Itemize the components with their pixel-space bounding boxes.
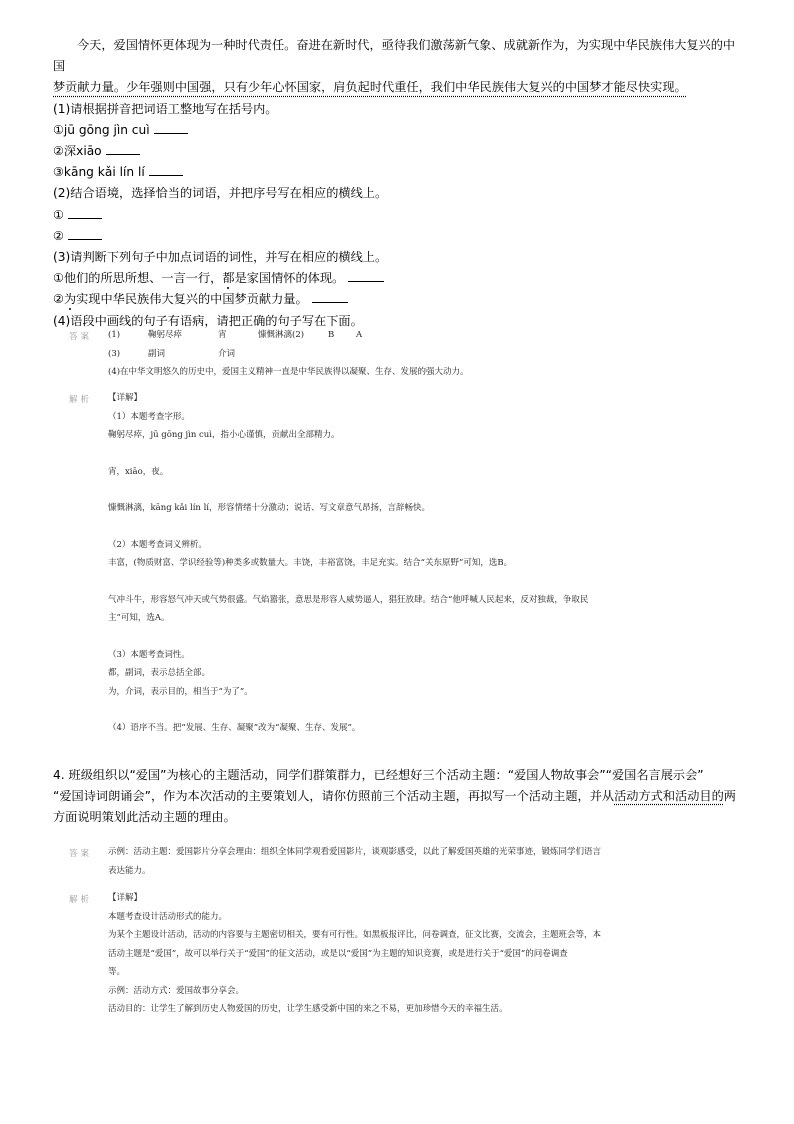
analysis-line: 都，副词，表示总括全部。	[108, 668, 211, 678]
question-4-line: 4. 班级组织以“爱国”为核心的主题活动，同学们群策群力，已经想好三个活动主题：“爱国人物故事会”“爱国名言展示会”	[53, 768, 704, 782]
sub-question-2-item: ①	[53, 205, 745, 226]
answer-blank[interactable]	[154, 121, 188, 134]
question-4-line: “爱国诗词朗诵会”，作为本次活动的主要策划人，请你仿照前三个活动主题，再拟写一个活动主题，并从活动方式和活动目的两	[53, 789, 736, 804]
analysis-line: 宵，xiāo，夜。	[108, 466, 169, 477]
sub-question-4-title: (4)语段中画线的句子有语病，请把正确的句子写在下面。	[53, 313, 363, 328]
dotted-word: 为	[63, 292, 77, 307]
answer-row: (1) 鞠躬尽瘁 宵 慷慨淋漓(2) B A	[108, 330, 363, 340]
answer-row: (4)在中华文明悠久的历史中，爱国主义精神一直是中华民族得以凝聚、生存、发展的强大动力。	[108, 367, 469, 377]
answer-row: (3) 副词 介词	[108, 348, 236, 359]
sub-question-2-item: ②	[53, 226, 745, 247]
analysis-line: 示例：活动方式：爱国故事分享会。	[108, 985, 245, 996]
analysis-line: 气冲斗牛，形容怒气冲天或气势很盛。气焰嚣张，意思是形容人威势逼人，猖狂放肆。结合“他呼喊人民起来，反对独裁，争取民	[108, 594, 589, 605]
answer-blank[interactable]	[348, 269, 384, 282]
answer-blank[interactable]	[312, 290, 348, 303]
analysis-line: 鞠躬尽瘁，jū gōng jìn cuì，指小心谨慎，贡献出全部精力。	[108, 430, 340, 440]
sub-question-3-item: ①他们的所思所想、一言一行，都是家国情怀的体现。	[53, 268, 745, 289]
answer-blank[interactable]	[68, 227, 102, 240]
sub-question-3-title: (3)请判断下列句子中加点词语的词性，并写在相应的横线上。	[53, 250, 388, 265]
answer-3	[108, 326, 720, 382]
answer-label: 答案	[69, 332, 93, 342]
answer-blank[interactable]	[106, 142, 140, 155]
sub-question-1-item: ③kāng kǎi lín lí	[53, 162, 745, 183]
sub-question-1-item: ②深xiāo	[53, 141, 745, 162]
sub-question-1-title: (1)请根据拼音把词语工整地写在括号内。	[53, 101, 278, 116]
detail-header: 【详解】	[108, 893, 143, 903]
passage-line-2	[53, 77, 745, 98]
analysis-label: 解析	[69, 895, 93, 905]
analysis-label: 解析	[69, 395, 93, 405]
sub-question-2-title: (2)结合语境，选择恰当的词语，并把序号写在相应的横线上。	[53, 186, 388, 201]
analysis-line: （1）本题考查字形。	[108, 411, 190, 422]
answer-4	[108, 843, 720, 880]
analysis-line: （4）语序不当。把“发展、生存、凝聚”改为“凝聚、生存、发展”。	[108, 723, 361, 733]
answer-blank[interactable]	[68, 206, 102, 219]
analysis-line: 活动目的：让学生了解到历史人物爱国的历史，让学生感受新中国的来之不易，更加珍惜今天的幸福生活。	[108, 1004, 508, 1014]
question-4	[53, 765, 745, 829]
answer-line: 表达能力。	[108, 865, 151, 876]
detail-header: 【详解】	[108, 393, 143, 403]
passage-line-1: 今天，爱国情怀更体现为一种时代责任。奋进在新时代，亟待我们激荡新气象、成就新作为，为实现中华民族伟大复兴的中国	[53, 38, 736, 74]
analysis-line: 慷慨淋漓，kāng kǎi lín lí，形容情绪十分激动；说话、写文章意气昂扬，言辞畅快。	[108, 503, 431, 513]
analysis-line: （3）本题考查词性。	[108, 649, 190, 660]
analysis-line: 等。	[108, 967, 126, 977]
question-3	[53, 35, 745, 332]
answer-label: 答案	[69, 849, 93, 859]
answer-line: 示例：活动主题：爱国影片分享会理由：组织全体同学观看爱国影片，谈观影感受，以此了解爱国英雄的光荣事迹，锻炼同学们语言	[108, 847, 602, 857]
emphasized-phrase: 活动方式和活动目的	[614, 789, 724, 804]
answer-blank[interactable]	[149, 163, 183, 176]
analysis-line: 活动主题是“爱国”，故可以举行关于“爱国”的征文活动，或是以“爱国”为主题的知识竞赛，或是进行关于“爱国”的问卷调查	[108, 948, 568, 959]
dotted-word: 都	[222, 271, 235, 286]
sub-question-3-item: ②为实现中华民族伟大复兴的中国梦贡献力量。	[53, 289, 745, 310]
analysis-line: 本题考查设计活动形式的能力。	[108, 911, 228, 922]
underlined-sentence: 梦贡献力量。少年强则中国强，只有少年心怀国家，肩负起时代重任，我们中华民族伟大复兴的中国梦才能尽快实现。	[53, 80, 687, 95]
analysis-line: （2）本题考查词义辨析。	[108, 539, 207, 550]
analysis-3	[108, 389, 720, 738]
analysis-line: 为，介词，表示目的，相当于“为了”。	[108, 686, 253, 697]
question-4-line: 方面说明策划此活动主题的理由。	[53, 810, 236, 825]
sub-question-1-item: ①jū gōng jìn cuì	[53, 120, 745, 141]
analysis-line: 主”可知，选A。	[108, 613, 170, 623]
analysis-4	[108, 889, 720, 1019]
analysis-line: 为某个主题设计活动，活动的内容要与主题密切相关，要有可行性。如黑板报评比，问卷调查，征文比赛，交流会，主题班会等，本	[108, 930, 602, 940]
analysis-line: 丰富，(物质财富、学识经验等)种类多或数量大。丰饶，丰裕富饶，丰足充实。结合“关东原野”可知，选B。	[108, 558, 513, 568]
